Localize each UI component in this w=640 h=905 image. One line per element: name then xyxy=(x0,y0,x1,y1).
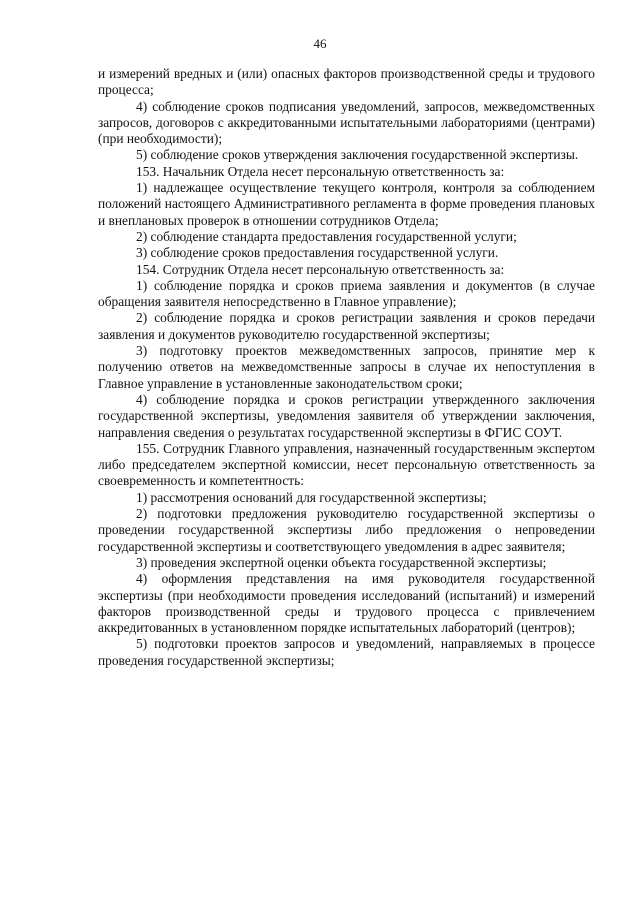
paragraph: 5) соблюдение сроков утверждения заключения государственной экспертизы. xyxy=(136,147,579,163)
paragraph: 1) рассмотрения оснований для государственной экспертизы; xyxy=(136,489,487,505)
paragraph: 3) соблюдение сроков предоставления государственной услуги. xyxy=(136,245,499,261)
paragraph: 1) надлежащее осуществление текущего контроля, контроля за соблюдением положений настоящего Административного регламента в форме проведения плановых и внеплановых проверок в отношении сотрудников Отдела; xyxy=(98,180,595,228)
paragraph: 2) подготовки предложения руководителю государственной экспертизы о проведении государственной экспертизы либо предложения о непроведении государственной экспертизы и соответствующего уведомления в адрес заявителя; xyxy=(98,506,595,554)
paragraph: 153. Начальник Отдела несет персональную ответственность за: xyxy=(136,163,505,179)
document-body xyxy=(98,66,595,669)
paragraph: 2) соблюдение порядка и сроков регистрации заявления и сроков передачи заявления и документов руководителю государственной экспертизы; xyxy=(98,310,595,342)
paragraph: 155. Сотрудник Главного управления, назначенный государственным экспертом либо председателем экспертной комиссии, несет персональную ответственность за своевременность и компетентность: xyxy=(98,440,595,489)
paragraph: 5) подготовки проектов запросов и уведомлений, направляемых в процессе проведения государственной экспертизы; xyxy=(98,636,595,668)
paragraph: 154. Сотрудник Отдела несет персональную ответственность за: xyxy=(136,261,505,277)
paragraph: 3) проведения экспертной оценки объекта государственной экспертизы; xyxy=(136,554,547,570)
paragraph: 4) оформления представления на имя руководителя государственной экспертизы (при необходимости проведения исследований (испытаний) и измерений факторов производственной среды и трудового процесса с привлечением аккредитованных в установленном порядке испытательных лабораторий (центров); xyxy=(98,571,595,636)
paragraph: 4) соблюдение порядка и сроков регистрации утвержденного заключения государственной экспертизы, уведомления заявителя об утверждении заключения, направления сведения о результатах государственной экспертизы в ФГИС СОУТ. xyxy=(98,391,595,440)
paragraph: 2) соблюдение стандарта предоставления государственной услуги; xyxy=(136,228,517,244)
paragraph: 3) подготовку проектов межведомственных запросов, принятие мер к получению ответов на межведомственные запросы в случае их непоступления в Главное управление в установленные законодательством сроки; xyxy=(98,343,595,391)
paragraph: 1) соблюдение порядка и сроков приема заявления и документов (в случае обращения заявителя непосредственно в Главное управление); xyxy=(98,277,595,310)
page-number: 46 xyxy=(313,36,327,51)
paragraph: и измерений вредных и (или) опасных факторов производственной среды и трудового процесса; xyxy=(98,66,595,98)
paragraph: 4) соблюдение сроков подписания уведомлений, запросов, межведомственных запросов, договоров с аккредитованными испытательными лабораториями (центрами) (при необходимости); xyxy=(98,98,595,147)
